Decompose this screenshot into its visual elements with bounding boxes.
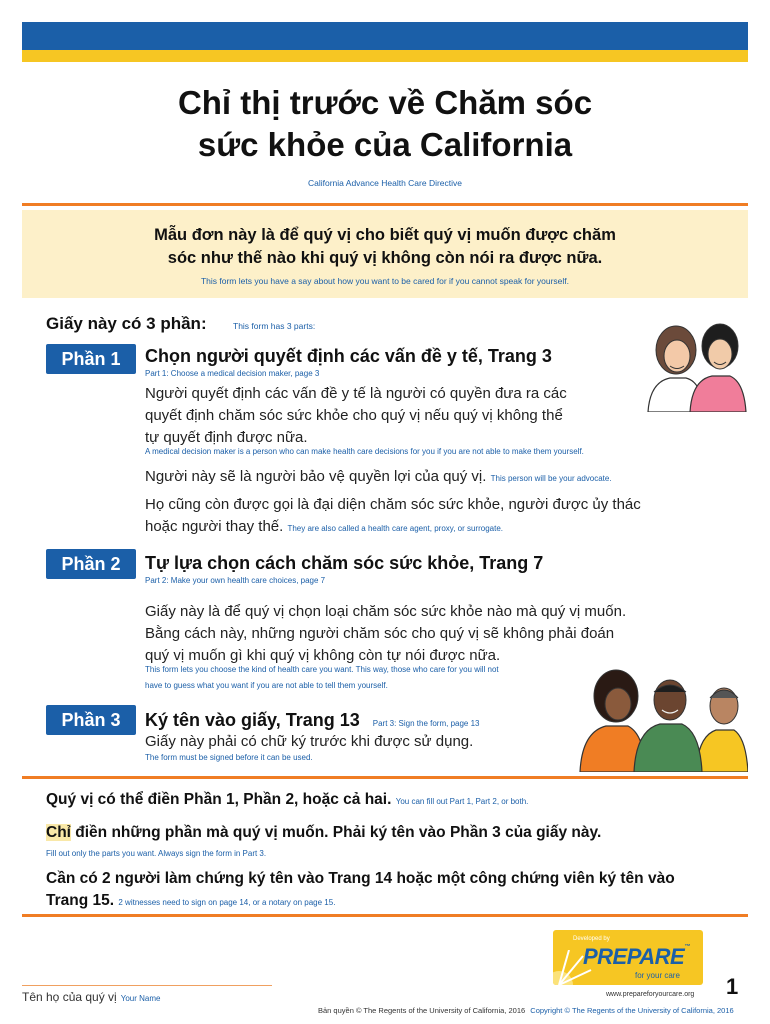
part-2-p1-line-3: quý vị muốn gì khi quý vị không còn tự nói được nữa. bbox=[145, 647, 501, 664]
notice-line-1: Mẫu đơn này là để quý vị cho biết quý vị muốn được chăm bbox=[154, 226, 616, 244]
note-2-text: điền những phần mà quý vị muốn. Phải ký tên vào Phần 3 của giấy này. bbox=[70, 824, 602, 841]
note-3-line-2: Trang 15. bbox=[46, 892, 115, 909]
part-1-p3-english: They are also called a health care agent, proxy, or surrogate. bbox=[287, 524, 503, 533]
note-3-english: 2 witnesses need to sign on page 14, or a notary on page 15. bbox=[118, 898, 336, 907]
title-line-2: sức khỏe của California bbox=[197, 126, 573, 163]
copyright-line bbox=[318, 1006, 734, 1015]
part-2-p1-line-2: Bằng cách này, những người chăm sóc cho quý vị sẽ không phải đoán bbox=[145, 625, 615, 642]
part-1-p1-line-2: quyết định chăm sóc sức khỏe cho quý vị nếu quý vị không thể bbox=[145, 407, 563, 424]
part-1-p1-line-3: tự quyết định được nữa. bbox=[145, 429, 308, 446]
part-2-paragraph-1 bbox=[145, 601, 626, 667]
part-1-p1-line-1: Người quyết định các vấn đề y tế là người có quyền đưa ra các bbox=[145, 385, 567, 402]
part-2-title-english: Part 2: Make your own health care choices, page 7 bbox=[145, 576, 326, 585]
notice-text bbox=[22, 224, 748, 270]
divider-middle bbox=[22, 776, 748, 779]
logo-trademark: ™ bbox=[684, 944, 690, 950]
part-3-paragraph-1: Giấy này phải có chữ ký trước khi được sử dụng. bbox=[145, 733, 474, 750]
part-2-title: Tự lựa chọn cách chăm sóc sức khỏe, Trang 7 bbox=[145, 553, 544, 573]
note-1-text: Quý vị có thể điền Phần 1, Phần 2, hoặc cả hai. bbox=[46, 791, 392, 808]
header-blue-bar bbox=[22, 22, 748, 50]
part-2-en-line-2: have to guess what you want if you are not able to tell them yourself. bbox=[145, 681, 388, 690]
part-1-p3-line-1: Họ cũng còn được gọi là đại diện chăm sóc sức khỏe, người được ủy thác bbox=[145, 496, 641, 513]
note-3-line-1: Cần có 2 người làm chứng ký tên vào Trang 14 hoặc một công chứng viên ký tên vào bbox=[46, 870, 675, 887]
three-people-illustration bbox=[578, 662, 748, 772]
part-1-p2-text: Người này sẽ là người bảo vệ quyền lợi của quý vị. bbox=[145, 468, 487, 485]
two-women-illustration bbox=[640, 312, 748, 412]
part-2-p1-english bbox=[145, 662, 499, 694]
copyright-en: Copyright © The Regents of the University of California, 2016 bbox=[530, 1006, 734, 1015]
logo-wordmark bbox=[583, 944, 690, 970]
parts-heading-english: This form has 3 parts: bbox=[233, 321, 316, 331]
name-label bbox=[22, 990, 160, 1004]
parts-heading: Giấy này có 3 phần: bbox=[46, 314, 207, 333]
part-3-badge: Phần 3 bbox=[46, 705, 136, 735]
name-label-en: Your Name bbox=[120, 994, 161, 1003]
part-1-title-english: Part 1: Choose a medical decision maker, page 3 bbox=[145, 369, 320, 378]
note-2-english: Fill out only the parts you want. Always sign the form in Part 3. bbox=[46, 849, 267, 858]
header-yellow-bar bbox=[22, 50, 748, 62]
part-1-p2-english: This person will be your advocate. bbox=[490, 474, 612, 483]
note-fill-parts bbox=[46, 789, 528, 813]
divider-top bbox=[22, 203, 748, 206]
title-line-1: Chỉ thị trước về Chăm sóc bbox=[177, 84, 593, 121]
page-title bbox=[22, 82, 748, 166]
logo-wordmark-text: PREPARE bbox=[583, 944, 685, 969]
part-1-p1-english: A medical decision maker is a person who can make health care decisions for you if you are not able to make them yourself. bbox=[145, 447, 584, 456]
prepare-logo bbox=[553, 930, 703, 985]
part-1-paragraph-1 bbox=[145, 383, 567, 449]
part-1-badge: Phần 1 bbox=[46, 344, 136, 374]
note-1-english: You can fill out Part 1, Part 2, or both. bbox=[395, 797, 529, 806]
part-3-p1-english: The form must be signed before it can be used. bbox=[145, 753, 313, 762]
divider-bottom bbox=[22, 914, 748, 917]
page-number: 1 bbox=[726, 974, 739, 999]
part-1-paragraph-3 bbox=[145, 494, 641, 540]
part-3-title-text: Ký tên vào giấy, Trang 13 bbox=[145, 710, 360, 730]
part-1-title: Chọn người quyết định các vấn đề y tế, Trang 3 bbox=[145, 346, 552, 366]
part-2-badge: Phần 2 bbox=[46, 549, 136, 579]
subtitle-english: California Advance Health Care Directive bbox=[307, 178, 463, 188]
website-url[interactable]: www.prepareforyourcare.org bbox=[606, 991, 695, 998]
part-1-p3-line-2: hoặc người thay thế. bbox=[145, 518, 284, 535]
part-2-p1-line-1: Giấy này là để quý vị chọn loại chăm sóc sức khỏe nào mà quý vị muốn. bbox=[145, 603, 627, 620]
notice-english: This form lets you have a say about how you want to be cared for if you cannot speak for yourself. bbox=[200, 276, 570, 286]
note-only-fill bbox=[46, 822, 601, 844]
note-witnesses bbox=[46, 868, 675, 914]
name-signature-line[interactable] bbox=[22, 985, 272, 986]
notice-line-2: sóc như thế nào khi quý vị không còn nói ra được nữa. bbox=[167, 249, 603, 267]
note-2-highlight: Chỉ bbox=[46, 824, 71, 841]
name-label-vi: Tên họ của quý vị bbox=[22, 990, 117, 1004]
part-2-en-line-1: This form lets you choose the kind of health care you want. This way, those who care for you will not bbox=[145, 665, 499, 674]
part-1-paragraph-2 bbox=[145, 466, 612, 490]
part-3-title bbox=[145, 710, 480, 731]
logo-developed-by: Developed by bbox=[573, 936, 610, 942]
copyright-vi: Bản quyền © The Regents of the University of California, 2016 bbox=[318, 1006, 526, 1015]
part-3-title-english: Part 3: Sign the form, page 13 bbox=[372, 719, 480, 728]
logo-tagline: for your care bbox=[635, 971, 680, 980]
